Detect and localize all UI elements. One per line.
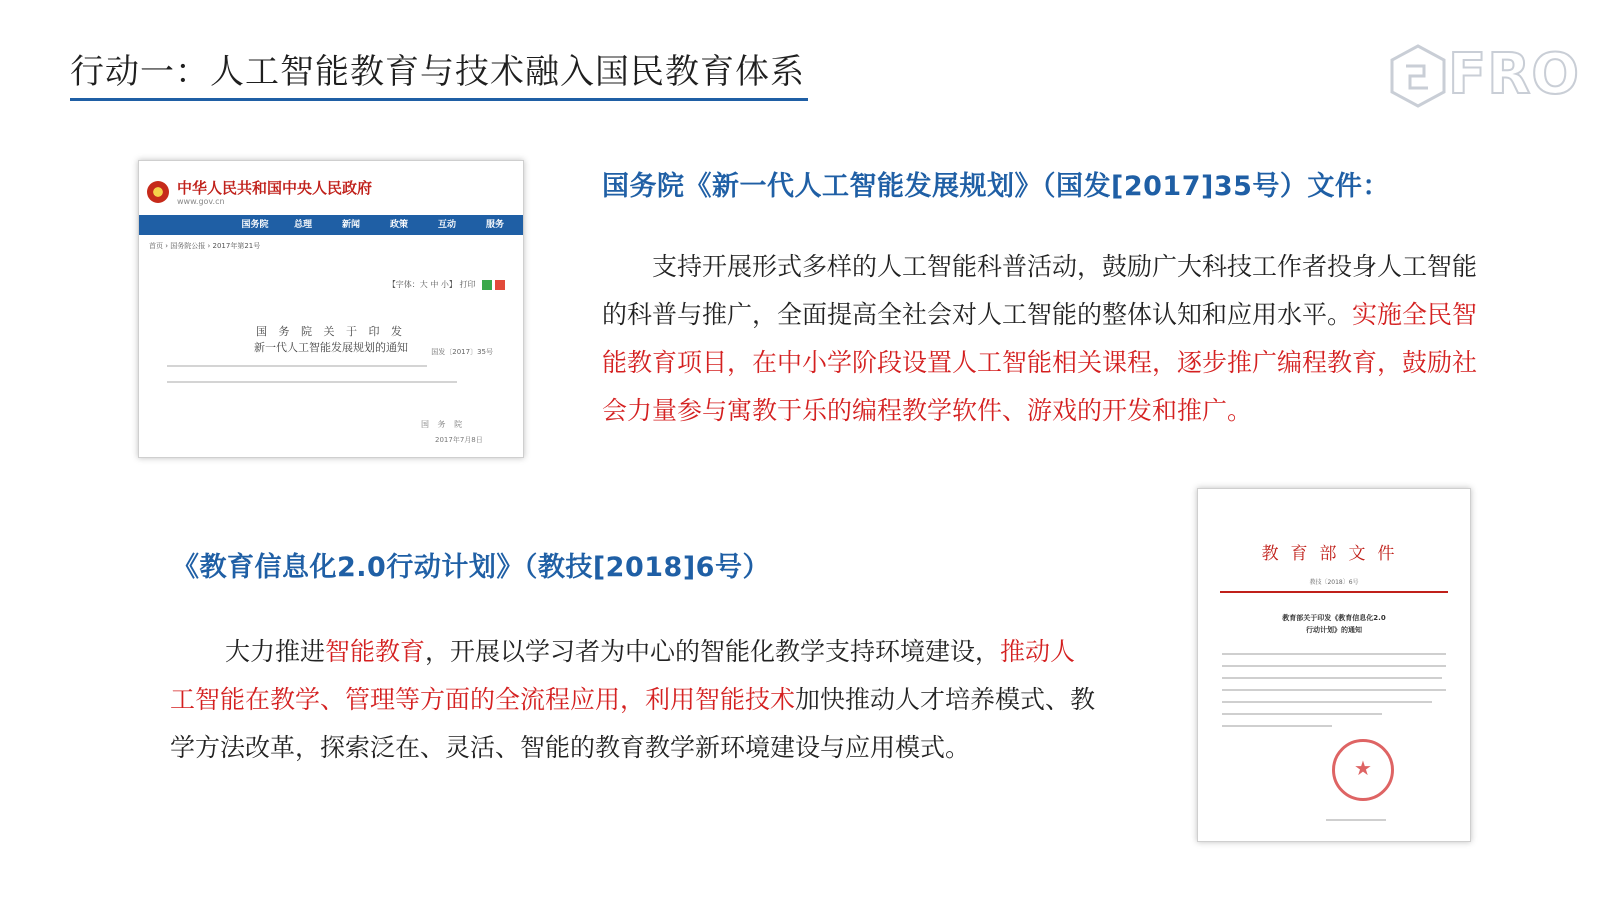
gov-doc-title-line2: 新一代人工智能发展规划的通知 (254, 341, 408, 354)
moe-doc-number: 教技〔2018〕6号 (1309, 579, 1359, 586)
logo-mark-icon (1388, 44, 1448, 108)
gov-doc-number: 国发〔2017〕35号 (431, 348, 493, 356)
section1-paragraph (602, 243, 1492, 435)
weibo-share-icon (495, 280, 505, 290)
moe-doc-title-line2: 行动计划》的通知 (1306, 626, 1362, 634)
fro-logo (1388, 36, 1580, 114)
moe-doc-header: 教育部文件 (1261, 544, 1407, 564)
moe-doc-title-line1: 教育部关于印发《教育信息化2.0 (1282, 614, 1386, 622)
logo-text: FRO (1448, 42, 1580, 107)
gov-nav-item: 互动 (437, 220, 456, 230)
section2-text-highlight2: 推动人工智能在教学、管理等方面的全流程应用，利用智能技术 (170, 637, 1076, 714)
title-underline (70, 98, 808, 101)
section2-text-part3: ，开展以学习者为中心的智能化教学支持环境建设， (425, 637, 1001, 666)
section1-text-plain: 支持开展形式多样的人工智能科普活动，鼓励广大科技工作者投身人工智能的科普与推广，全面提高全社会对人工智能的整体认知和应用水平。 (602, 252, 1478, 329)
moe-body-line (1222, 725, 1332, 727)
gov-tools-text: 【字体：大 中 小】 打印 (387, 280, 476, 289)
gov-nav-item: 总理 (293, 220, 312, 230)
national-emblem-icon (147, 181, 169, 203)
section1-heading: 国务院《新一代人工智能发展规划》（国发[2017]35号）文件： (602, 171, 1390, 202)
moe-red-rule (1220, 591, 1448, 593)
gov-nav-item: 新闻 (341, 220, 360, 230)
gov-nav-item: 服务 (485, 220, 504, 230)
gov-nav-item: 政策 (389, 220, 408, 230)
moe-document-screenshot (1197, 488, 1471, 842)
gov-date: 2017年7月8日 (435, 436, 483, 444)
gov-body-line (167, 381, 457, 383)
official-seal-icon: ★ (1332, 739, 1394, 801)
section2-text-part5: 加快推动人才培养模式、教学方法改革，探索泛在、灵活、智能的教育教学新环境建设与应用模式。 (170, 685, 1096, 762)
gov-document-screenshot (138, 160, 524, 458)
gov-site-url: www.gov.cn (177, 197, 225, 206)
section2-text-part1: 大力推进 (225, 637, 326, 666)
moe-body-line (1222, 689, 1446, 691)
gov-site-name: 中华人民共和国中央人民政府 (177, 179, 373, 197)
slide-title: 行动一：人工智能教育与技术融入国民教育体系 (70, 52, 805, 92)
gov-signature: 国 务 院 (421, 420, 466, 429)
section2-heading: 《教育信息化2.0行动计划》（教技[2018]6号） (172, 552, 770, 583)
gov-breadcrumb: 首页 › 国务院公报 › 2017年第21号 (149, 242, 261, 250)
moe-body-line (1222, 713, 1382, 715)
wechat-share-icon (482, 280, 492, 290)
section2-text-highlight1: 智能教育 (325, 637, 426, 666)
moe-body-line (1222, 665, 1446, 667)
moe-body-line (1222, 653, 1446, 655)
gov-doc-title-line1: 国 务 院 关 于 印 发 (256, 325, 406, 338)
moe-body-line (1222, 701, 1432, 703)
section1-text-highlight: 实施全民智能教育项目，在中小学阶段设置人工智能相关课程，逐步推广编程教育，鼓励社会力量参与寓教于乐的编程教学软件、游戏的开发和推广。 (602, 300, 1478, 425)
gov-header (147, 173, 517, 213)
moe-page-line (1326, 819, 1386, 821)
gov-nav-bar (139, 215, 523, 235)
section2-paragraph (170, 628, 1100, 772)
gov-body-line (167, 365, 427, 367)
gov-tools (388, 279, 505, 290)
gov-nav-item: 国务院 (241, 220, 269, 230)
moe-body-line (1222, 677, 1442, 679)
